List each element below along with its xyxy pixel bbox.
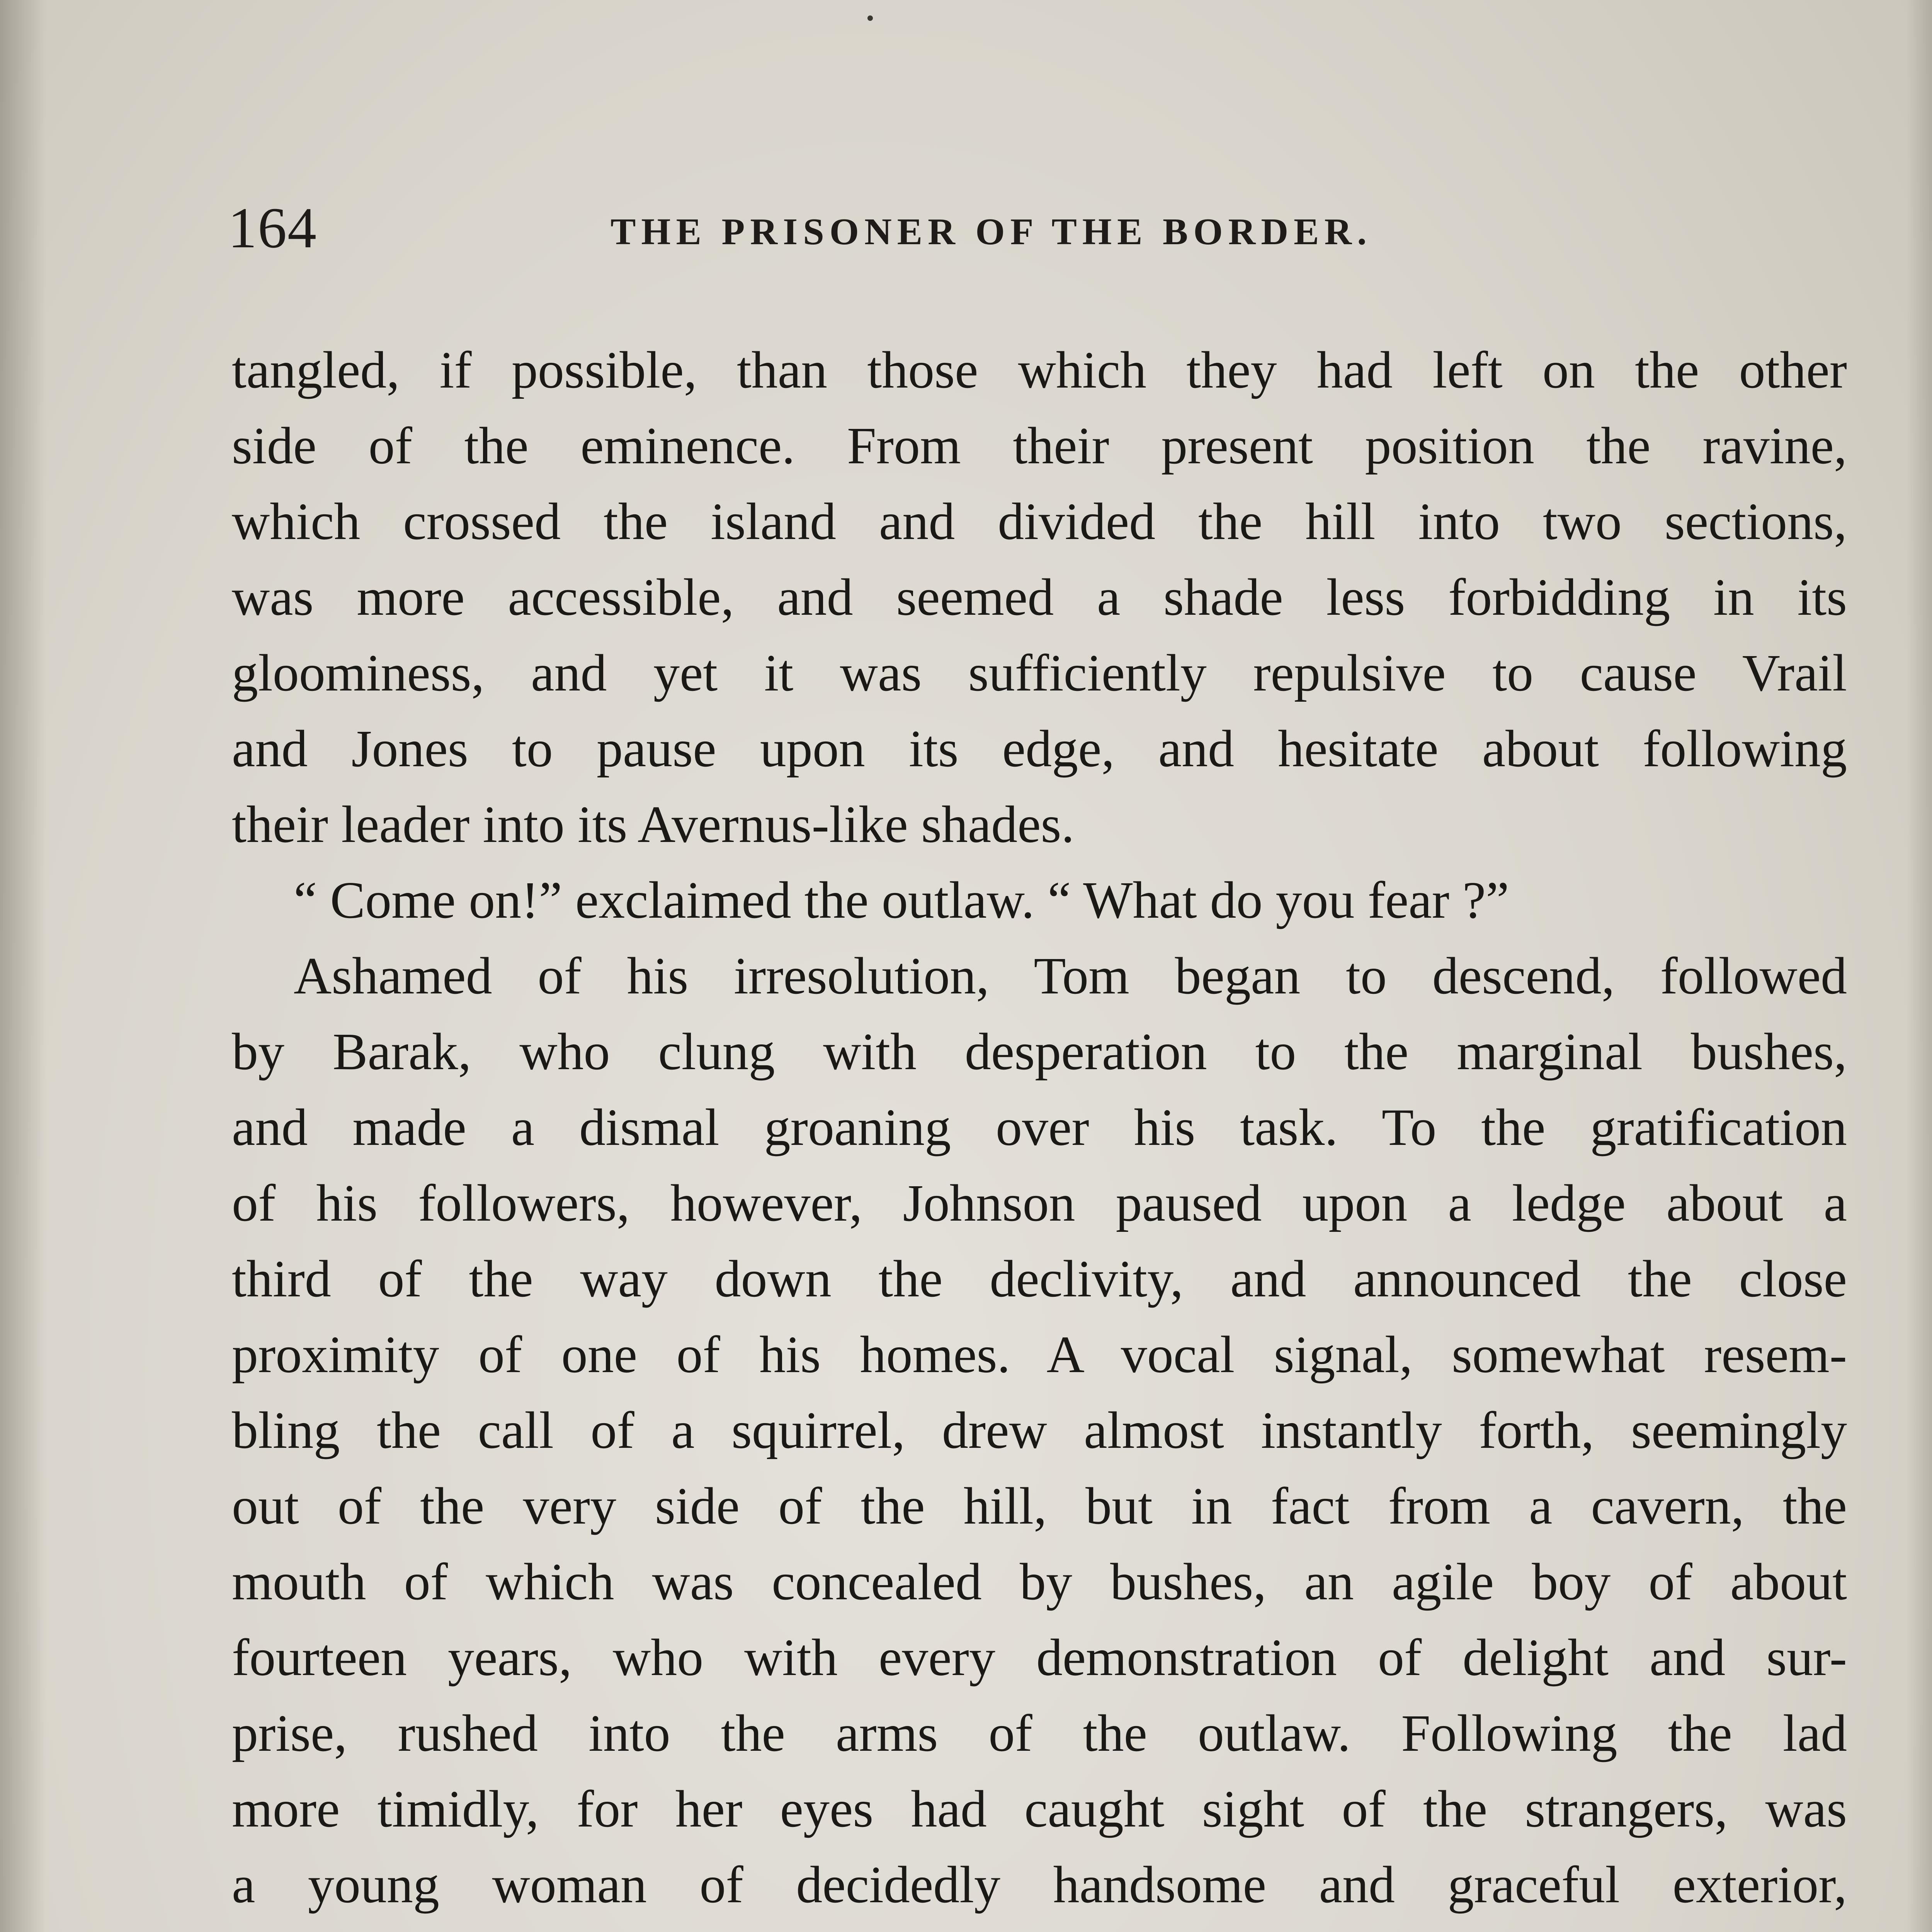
text-line: more timidly, for her eyes had caught sight of the strangers, was: [232, 1780, 1847, 1838]
running-head: THE PRISONER OF THE BORDER.: [611, 211, 1372, 253]
text-line: fourteen years, who with every demonstration of delight and sur-: [232, 1629, 1847, 1687]
text-line: out of the very side of the hill, but in fact from a cavern, the: [232, 1477, 1847, 1535]
text-line: [232, 1923, 1847, 1932]
text-line: proximity of one of his homes. A vocal signal, somewhat resem-: [232, 1326, 1847, 1384]
text-line: side of the eminence. From their present position the ravine,: [232, 417, 1847, 475]
page-edge-shadow: [1906, 0, 1932, 1932]
page-header: [228, 189, 1859, 267]
text-line: of his followers, however, Johnson paused upon a ledge about a: [232, 1174, 1847, 1232]
text-line: “ Come on!” exclaimed the outlaw. “ What do you fear ?”: [294, 871, 1509, 929]
page-number: 164: [228, 196, 317, 260]
text-line: gloominess, and yet it was sufficiently repulsive to cause Vrail: [232, 644, 1847, 702]
text-line: a young woman of decidedly handsome and graceful exterior,: [232, 1856, 1847, 1914]
text-line: prise, rushed into the arms of the outlaw. Following the lad: [232, 1704, 1847, 1762]
text-line: bling the call of a squirrel, drew almost instantly forth, seemingly: [232, 1401, 1847, 1459]
text-line: and made a dismal groaning over his task. To the gratification: [232, 1099, 1847, 1156]
text-line: was more accessible, and seemed a shade less forbidding in its: [232, 568, 1847, 626]
text-line: third of the way down the declivity, and announced the close: [232, 1250, 1847, 1308]
ink-speck: [867, 15, 873, 21]
text-line: their leader into its Avernus-like shades.: [232, 796, 1075, 854]
body-text: [232, 332, 1847, 1932]
text-line: mouth of which was concealed by bushes, an agile boy of about: [232, 1553, 1847, 1611]
text-line: and Jones to pause upon its edge, and hesitate about following: [232, 720, 1847, 778]
text-line: tangled, if possible, than those which they had left on the other: [232, 341, 1847, 399]
text-line: Ashamed of his irresolution, Tom began to descend, followed: [294, 947, 1847, 1005]
spine-shadow: [0, 0, 46, 1932]
text-line: by Barak, who clung with desperation to the marginal bushes,: [232, 1023, 1847, 1081]
text-line: which crossed the island and divided the hill into two sections,: [232, 493, 1847, 551]
